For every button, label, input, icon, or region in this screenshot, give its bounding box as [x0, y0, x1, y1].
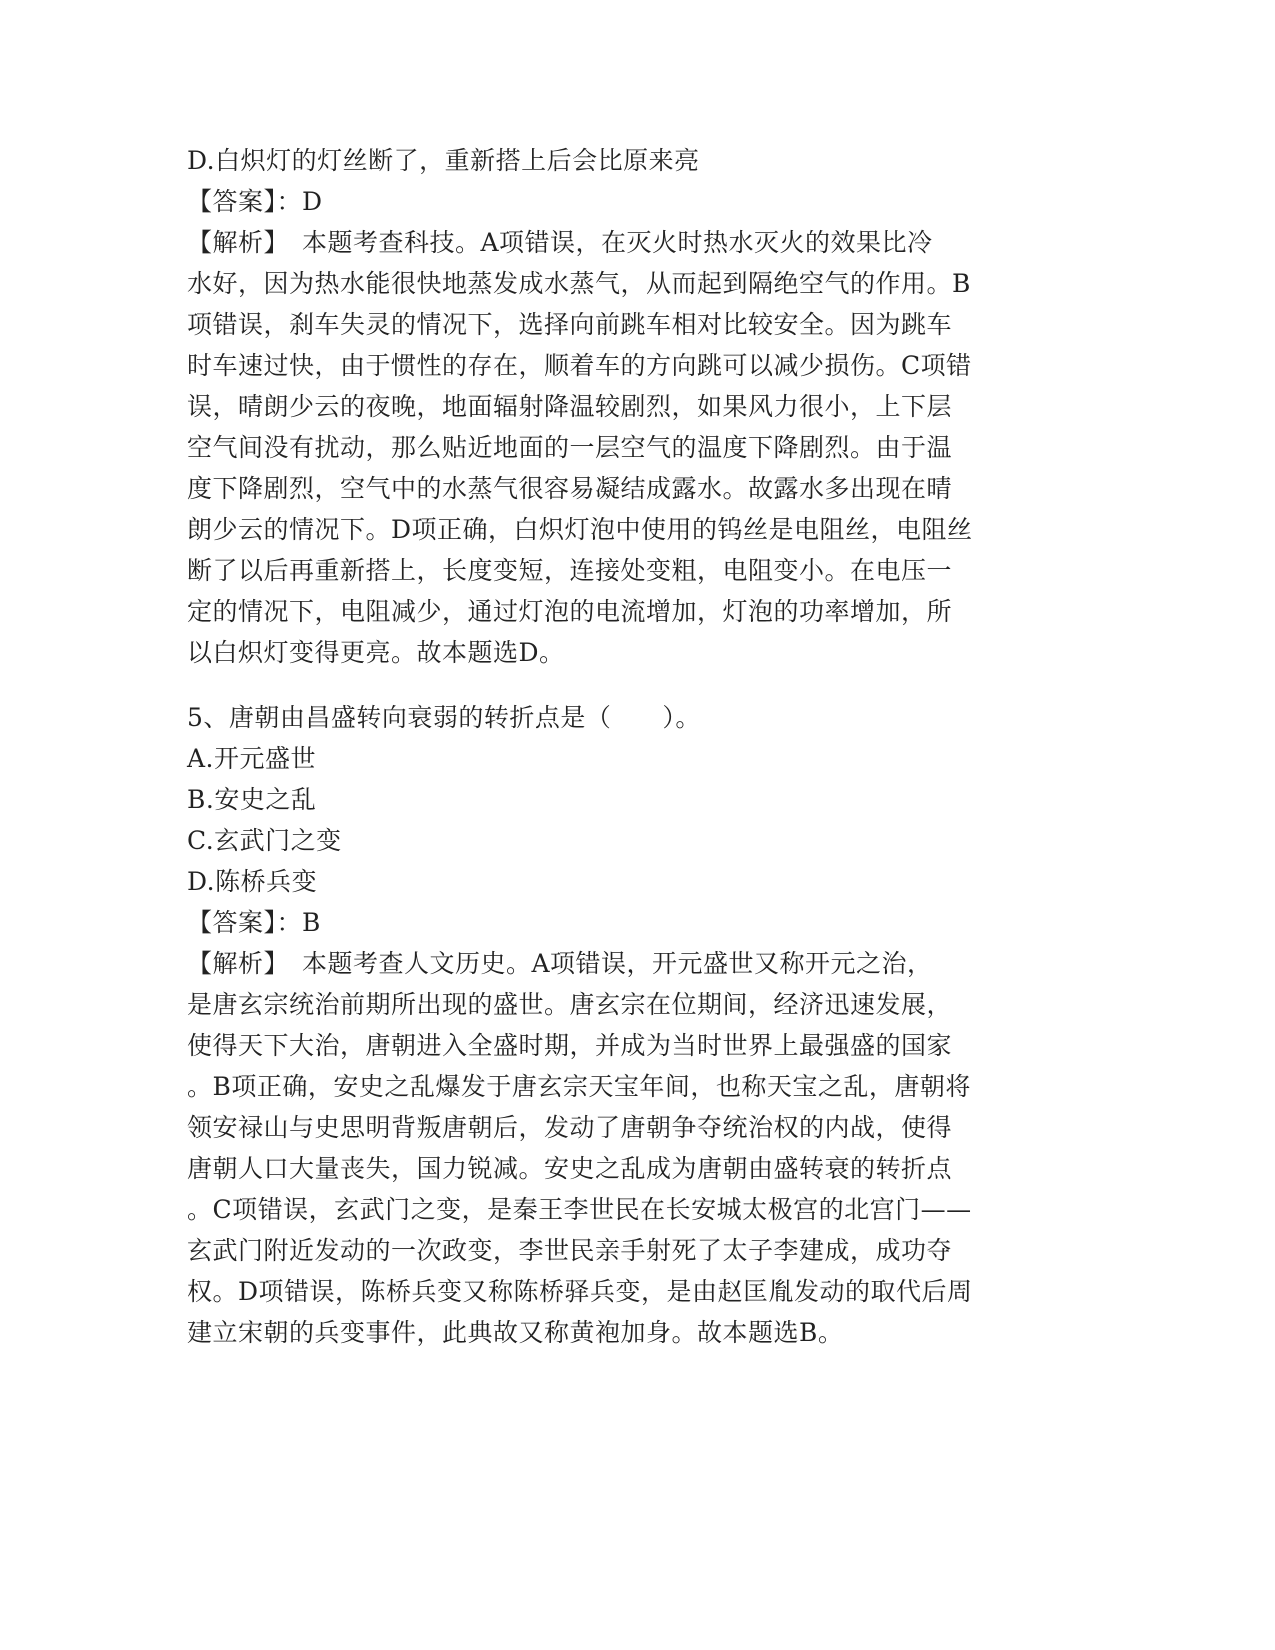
question-5-option-d: D.陈桥兵变 — [187, 867, 318, 896]
question-5-answer: 【答案】：B — [187, 908, 321, 937]
question-5-explanation-line: 是唐玄宗统治前期所出现的盛世。唐玄宗在位期间，经济迅速发展， — [187, 990, 953, 1019]
prev-explanation-line: 时车速过快，由于惯性的存在，顺着车的方向跳可以减少损伤。C项错 — [187, 351, 972, 380]
question-5-explanation-line: 。B项正确，安史之乱爆发于唐玄宗天宝年间，也称天宝之乱，唐朝将 — [187, 1072, 971, 1101]
prev-explanation-line: 以白炽灯变得更亮。故本题选D。 — [187, 638, 565, 667]
question-5-option-c: C.玄武门之变 — [187, 826, 342, 855]
question-5-explanation-line: 唐朝人口大量丧失，国力锐减。安史之乱成为唐朝由盛转衰的转折点 — [187, 1154, 953, 1183]
question-5-explanation-line: 。C项错误，玄武门之变，是秦王李世民在长安城太极宫的北宫门—— — [187, 1195, 972, 1224]
prev-explanation-line: 度下降剧烈，空气中的水蒸气很容易凝结成露水。故露水多出现在晴 — [187, 474, 953, 503]
question-5-explanation-line: 使得天下大治，唐朝进入全盛时期，并成为当时世界上最强盛的国家 — [187, 1031, 953, 1060]
question-5-explanation-line: 玄武门附近发动的一次政变，李世民亲手射死了太子李建成，成功夺 — [187, 1236, 953, 1265]
prev-answer: 【答案】：D — [187, 187, 323, 216]
question-5-explanation-line: 权。D项错误，陈桥兵变又称陈桥驿兵变，是由赵匡胤发动的取代后周 — [187, 1277, 973, 1306]
prev-option-d: D.白炽灯的灯丝断了，重新搭上后会比原来亮 — [187, 146, 700, 175]
prev-explanation-line: 误，晴朗少云的夜晚，地面辐射降温较剧烈，如果风力很小，上下层 — [187, 392, 953, 421]
question-5-option-b: B.安史之乱 — [187, 785, 317, 814]
prev-explanation-line: 项错误，刹车失灵的情况下，选择向前跳车相对比较安全。因为跳车 — [187, 310, 953, 339]
prev-explanation-line: 水好，因为热水能很快地蒸发成水蒸气，从而起到隔绝空气的作用。B — [187, 269, 971, 298]
question-5-explanation-line: 【解析】 本题考查人文历史。A项错误，开元盛世又称开元之治， — [187, 949, 933, 978]
prev-explanation-line: 空气间没有扰动，那么贴近地面的一层空气的温度下降剧烈。由于温 — [187, 433, 953, 462]
prev-explanation-line: 【解析】 本题考查科技。A项错误，在灭火时热水灭火的效果比冷 — [187, 228, 933, 257]
question-5-stem: 5、唐朝由昌盛转向衰弱的转折点是（ ）。 — [187, 703, 701, 732]
prev-explanation-line: 朗少云的情况下。D项正确，白炽灯泡中使用的钨丝是电阻丝，电阻丝 — [187, 515, 973, 544]
prev-explanation-line: 断了以后再重新搭上，长度变短，连接处变粗，电阻变小。在电压一 — [187, 556, 953, 585]
question-5-explanation-line: 建立宋朝的兵变事件，此典故又称黄袍加身。故本题选B。 — [187, 1318, 844, 1347]
question-5-explanation-line: 领安禄山与史思明背叛唐朝后，发动了唐朝争夺统治权的内战，使得 — [187, 1113, 953, 1142]
question-5-option-a: A.开元盛世 — [187, 744, 317, 773]
prev-explanation-line: 定的情况下，电阻减少，通过灯泡的电流增加，灯泡的功率增加，所 — [187, 597, 953, 626]
